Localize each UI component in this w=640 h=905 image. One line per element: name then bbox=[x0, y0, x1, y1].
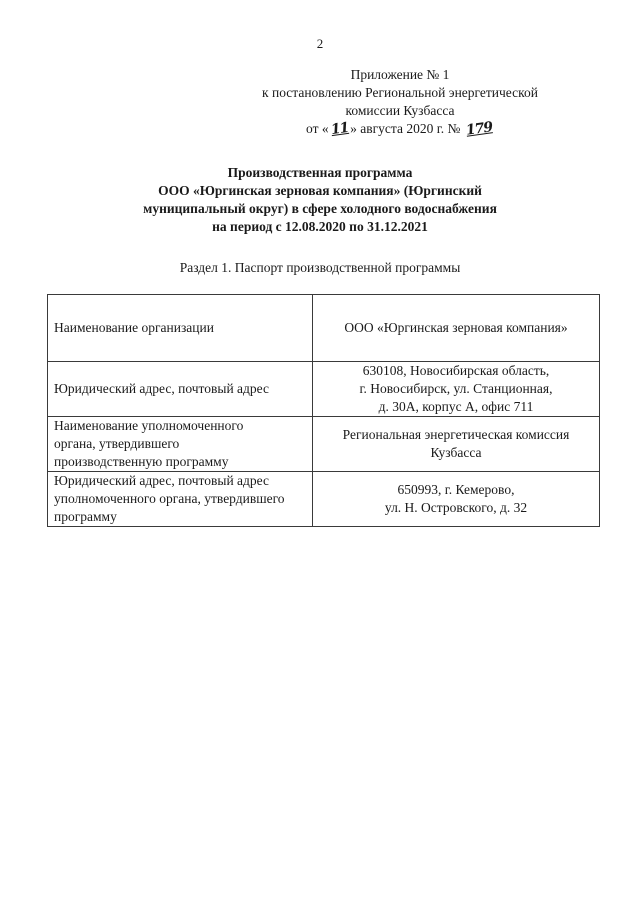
label-line: производственную программу bbox=[54, 454, 229, 469]
appendix-commission: комиссии Кузбасса bbox=[345, 103, 455, 118]
document-title bbox=[60, 164, 580, 236]
row-value bbox=[313, 295, 600, 362]
row-value bbox=[313, 362, 600, 417]
value-line: д. 30А, корпус А, офис 711 bbox=[378, 399, 534, 414]
value-line: Кузбасса bbox=[430, 445, 482, 460]
value-line: Региональная энергетическая комиссия bbox=[342, 427, 570, 442]
row-label bbox=[48, 417, 313, 472]
value-line: г. Новосибирск, ул. Станционная, bbox=[359, 381, 553, 396]
label-line: Наименование организации bbox=[54, 320, 214, 335]
label-line: Юридический адрес, почтовый адрес bbox=[54, 381, 269, 396]
handwritten-doc-number: 179 bbox=[464, 119, 493, 139]
label-line: программу bbox=[54, 509, 117, 524]
table-row bbox=[48, 417, 600, 472]
title-line-2: ООО «Юргинская зерновая компания» (Юргинский bbox=[158, 183, 482, 198]
title-line-4: на период с 12.08.2020 по 31.12.2021 bbox=[212, 219, 428, 234]
value-line: ул. Н. Островского, д. 32 bbox=[384, 500, 528, 515]
table-row bbox=[48, 295, 600, 362]
title-line-3: муниципальный округ) в сфере холодного водоснабжения bbox=[143, 201, 497, 216]
table-row bbox=[48, 472, 600, 527]
appendix-block bbox=[230, 66, 570, 138]
title-line-1: Производственная программа bbox=[227, 165, 413, 180]
section-heading: Раздел 1. Паспорт производственной программы bbox=[179, 260, 461, 275]
passport-table bbox=[47, 294, 600, 527]
row-label bbox=[48, 295, 313, 362]
page-number: 2 bbox=[316, 36, 324, 51]
handwritten-day: 11 bbox=[329, 119, 350, 139]
date-prefix: от « bbox=[306, 121, 329, 136]
row-label bbox=[48, 472, 313, 527]
value-line: 630108, Новосибирская область, bbox=[362, 363, 550, 378]
label-line: Наименование уполномоченного bbox=[54, 418, 244, 433]
date-middle: » августа 2020 г. № bbox=[350, 121, 461, 136]
table-row bbox=[48, 362, 600, 417]
label-line: уполномоченного органа, утвердившего bbox=[54, 491, 285, 506]
appendix-title: Приложение № 1 bbox=[350, 67, 450, 82]
appendix-decree: к постановлению Региональной энергетической bbox=[262, 85, 538, 100]
appendix-date-line bbox=[230, 120, 570, 138]
row-label bbox=[48, 362, 313, 417]
label-line: Юридический адрес, почтовый адрес bbox=[54, 473, 269, 488]
value-line: ООО «Юргинская зерновая компания» bbox=[344, 320, 568, 335]
row-value bbox=[313, 472, 600, 527]
row-value bbox=[313, 417, 600, 472]
label-line: органа, утвердившего bbox=[54, 436, 180, 451]
value-line: 650993, г. Кемерово, bbox=[397, 482, 515, 497]
